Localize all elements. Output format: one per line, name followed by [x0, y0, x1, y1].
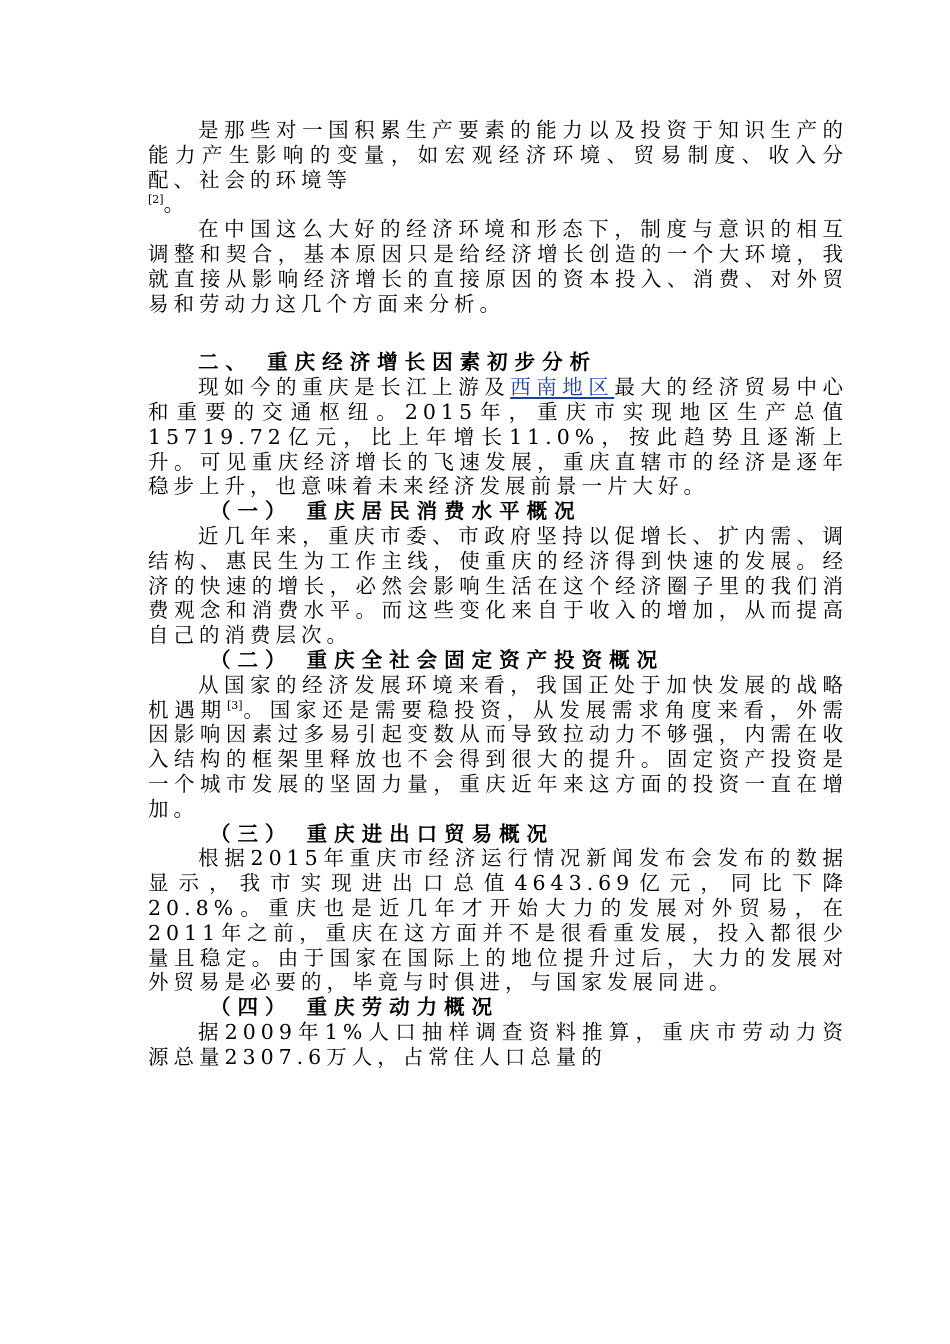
paragraph-5 [148, 673, 848, 822]
paragraph-1 [148, 118, 848, 217]
link-southwest-region[interactable]: 西南地区 [510, 375, 615, 400]
citation[interactable]: [2] [148, 193, 164, 207]
paragraph-text: 。国家还是需要稳投资，从发展需求角度来看，外需因影响因素过多易引起变数从而导致拉动力不够强，内需在收入结构的框架里释放也不会得到很大的提升。固定资产投资是一个城市发展的坚固力量，重庆近年来这方面的投资一直在增加。 [148, 697, 849, 821]
paragraph-text: 现如今的重庆是长江上游及 [198, 375, 511, 400]
paragraph-end: 。 [163, 192, 190, 217]
paragraph-text: 是那些对一国积累生产要素的能力以及投资于知识生产的能力产生影响的变量，如宏观经济环境、贸易制度、收入分配、社会的环境等 [148, 118, 848, 192]
subsection-heading-1: （一） 重庆居民消费水平概况 [210, 499, 582, 524]
citation[interactable]: [3] [226, 698, 243, 712]
subsection-heading-4: （四） 重庆劳动力概况 [210, 995, 500, 1020]
paragraph-3 [148, 375, 848, 499]
section-heading: 二、 重庆经济增长因素初步分析 [198, 350, 598, 375]
paragraph-text: 从国家的经济发展环境来看，我国正处于加快发展的战略机遇期 [148, 672, 848, 722]
document-page [148, 118, 848, 1069]
paragraph-2: 在中国这么大好的经济环境和形态下，制度与意识的相互调整和契合，基本原因只是给经济增长创造的一个大环境，我就直接从影响经济增长的直接原因的资本投入、消费、对外贸易和劳动力这几个方面来分析。 [148, 217, 848, 316]
subsection-heading-2: （二） 重庆全社会固定资产投资概况 [210, 647, 665, 672]
subsection-heading-3: （三） 重庆进出口贸易概况 [210, 821, 555, 846]
paragraph-text: 最大的经济贸易中心和重要的交通枢纽。2015年，重庆市实现地区生产总值15719.72亿元，比上年增长11.0%，按此趋势且逐渐上升。可见重庆经济增长的飞速发展，重庆直辖市的经济是逐年稳步上升，也意味着未来经济发展前景一片大好。 [148, 375, 849, 499]
paragraph-4: 近几年来，重庆市委、市政府坚持以促增长、扩内需、调结构、惠民生为工作主线，使重庆的经济得到快速的发展。经济的快速的增长，必然会影响生活在这个经济圈子里的我们消费观念和消费水平。而这些变化来自于收入的增加，从而提高自己的消费层次。 [148, 523, 848, 648]
paragraph-7: 据2009年1%人口抽样调查资料推算，重庆市劳动力资源总量2307.6万人，占常住人口总量的 [148, 1019, 848, 1069]
paragraph-6: 根据2015年重庆市经济运行情况新闻发布会发布的数据显示，我市实现进出口总值4643.69亿元，同比下降20.8%。重庆也是近几年才开始大力的发展对外贸易，在2011年之前，重庆在这方面并不是很看重发展，投入都很少量且稳定。由于国家在国际上的地位提升过后，大力的发展对外贸易是必要的，毕竟与时俱进，与国家发展同进。 [148, 846, 848, 995]
